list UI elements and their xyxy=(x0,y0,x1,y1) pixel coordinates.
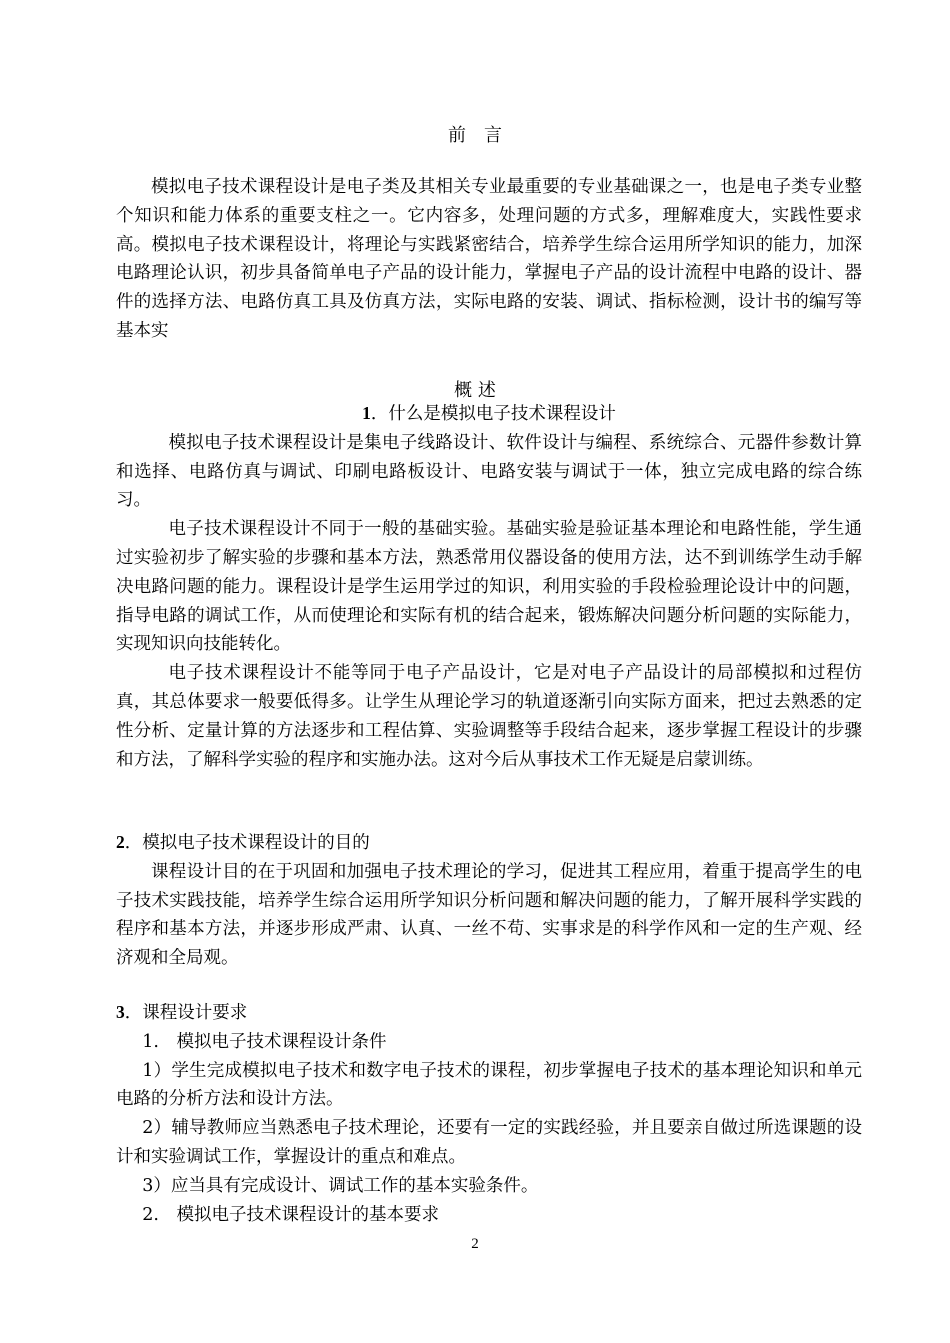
section2-heading xyxy=(116,828,862,858)
section3-item-1: 1）学生完成模拟电子技术和数字电子技术的课程，初步掌握电子技术的基本理论知识和单元电路的分析方法和设计方法。 xyxy=(116,1060,862,1110)
preface-block xyxy=(116,173,862,346)
preface-paragraph: 模拟电子技术课程设计是电子类及其相关专业最重要的专业基础课之一，也是电子类专业整个知识和能力体系的重要支柱之一。它内容多，处理问题的方式多，理解难度大，实践性要求高。模拟电子技术课程设计，将理论与实践紧密结合，培养学生综合运用所学知识的能力，加深电路理论认识，初步具备简单电子产品的设计能力，掌握电子产品的设计流程中电路的设计、器件的选择方法、电路仿真工具及仿真方法，实际电路的安装、调试、指标检测，设计书的编写等基本实 xyxy=(116,177,862,341)
section1-heading-text: ．什么是模拟电子技术课程设计 xyxy=(370,404,616,424)
section1-paragraph-1: 模拟电子技术课程设计是集电子线路设计、软件设计与编程、系统综合、元器件参数计算和选择、电路仿真与调试、印刷电路板设计、电路安装与调试于一体，独立完成电路的综合练习。 xyxy=(116,432,862,511)
section2-heading-text: ．模拟电子技术课程设计的目的 xyxy=(124,833,370,853)
section3-item-3: 3）应当具有完成设计、调试工作的基本实验条件。 xyxy=(142,1175,539,1196)
section1-block xyxy=(116,399,862,774)
section2-number: 2 xyxy=(116,832,125,852)
section3-item-2: 2）辅导教师应当熟悉电子技术理论，还要有一定的实践经验，并且要亲自做过所选课题的设计和实验调试工作，掌握设计的重点和难点。 xyxy=(116,1118,862,1167)
section3-heading-text: ．课程设计要求 xyxy=(124,1003,248,1023)
section2-paragraph: 课程设计目的在于巩固和加强电子技术理论的学习，促进其工程应用，着重于提高学生的电子技术实践技能，培养学生综合运用所学知识分析问题和解决问题的能力，了解开展科学实践的程序和基本方法，并逐步形成严肃、认真、一丝不苟、实事求是的科学作风和一定的生产观、经济观和全局观。 xyxy=(116,861,862,969)
section3-block xyxy=(116,998,862,1229)
section1-heading xyxy=(116,399,862,429)
section3-heading xyxy=(116,998,862,1028)
section1-paragraph-3: 电子技术课程设计不能等同于电子产品设计，它是对电子产品设计的局部模拟和过程仿真，其总体要求一般要低得多。让学生从理论学习的轨道逐渐引向实际方面来，把过去熟悉的定性分析、定量计算的方法逐步和工程估算、实验调整等手段结合起来，逐步掌握工程设计的步骤和方法，了解科学实验的程序和实施办法。这对今后从事技术工作无疑是启蒙训练。 xyxy=(116,663,862,770)
preface-title: 前 言 xyxy=(448,125,502,146)
section2-block xyxy=(116,828,862,973)
overview-title: 概 述 xyxy=(454,380,496,401)
section1-paragraph-2: 电子技术课程设计不同于一般的基础实验。基础实验是验证基本理论和电路性能，学生通过实验初步了解实验的步骤和基本方法，熟悉常用仪器设备的使用方法，达不到训练学生动手解决电路问题的能力。课程设计是学生运用学过的知识，利用实验的手段检验理论设计中的问题，指导电路的调试工作，从而使理论和实际有机的结合起来，锻炼解决问题分析问题的实际能力，实现知识向技能转化。 xyxy=(116,519,862,655)
section3-number: 3 xyxy=(116,1002,125,1022)
section3-subheading-1: 1. 模拟电子技术课程设计条件 xyxy=(142,1031,387,1052)
section1-number: 1 xyxy=(362,403,371,423)
section3-subheading-2: 2. 模拟电子技术课程设计的基本要求 xyxy=(142,1204,439,1225)
page-number: 2 xyxy=(471,1236,479,1252)
